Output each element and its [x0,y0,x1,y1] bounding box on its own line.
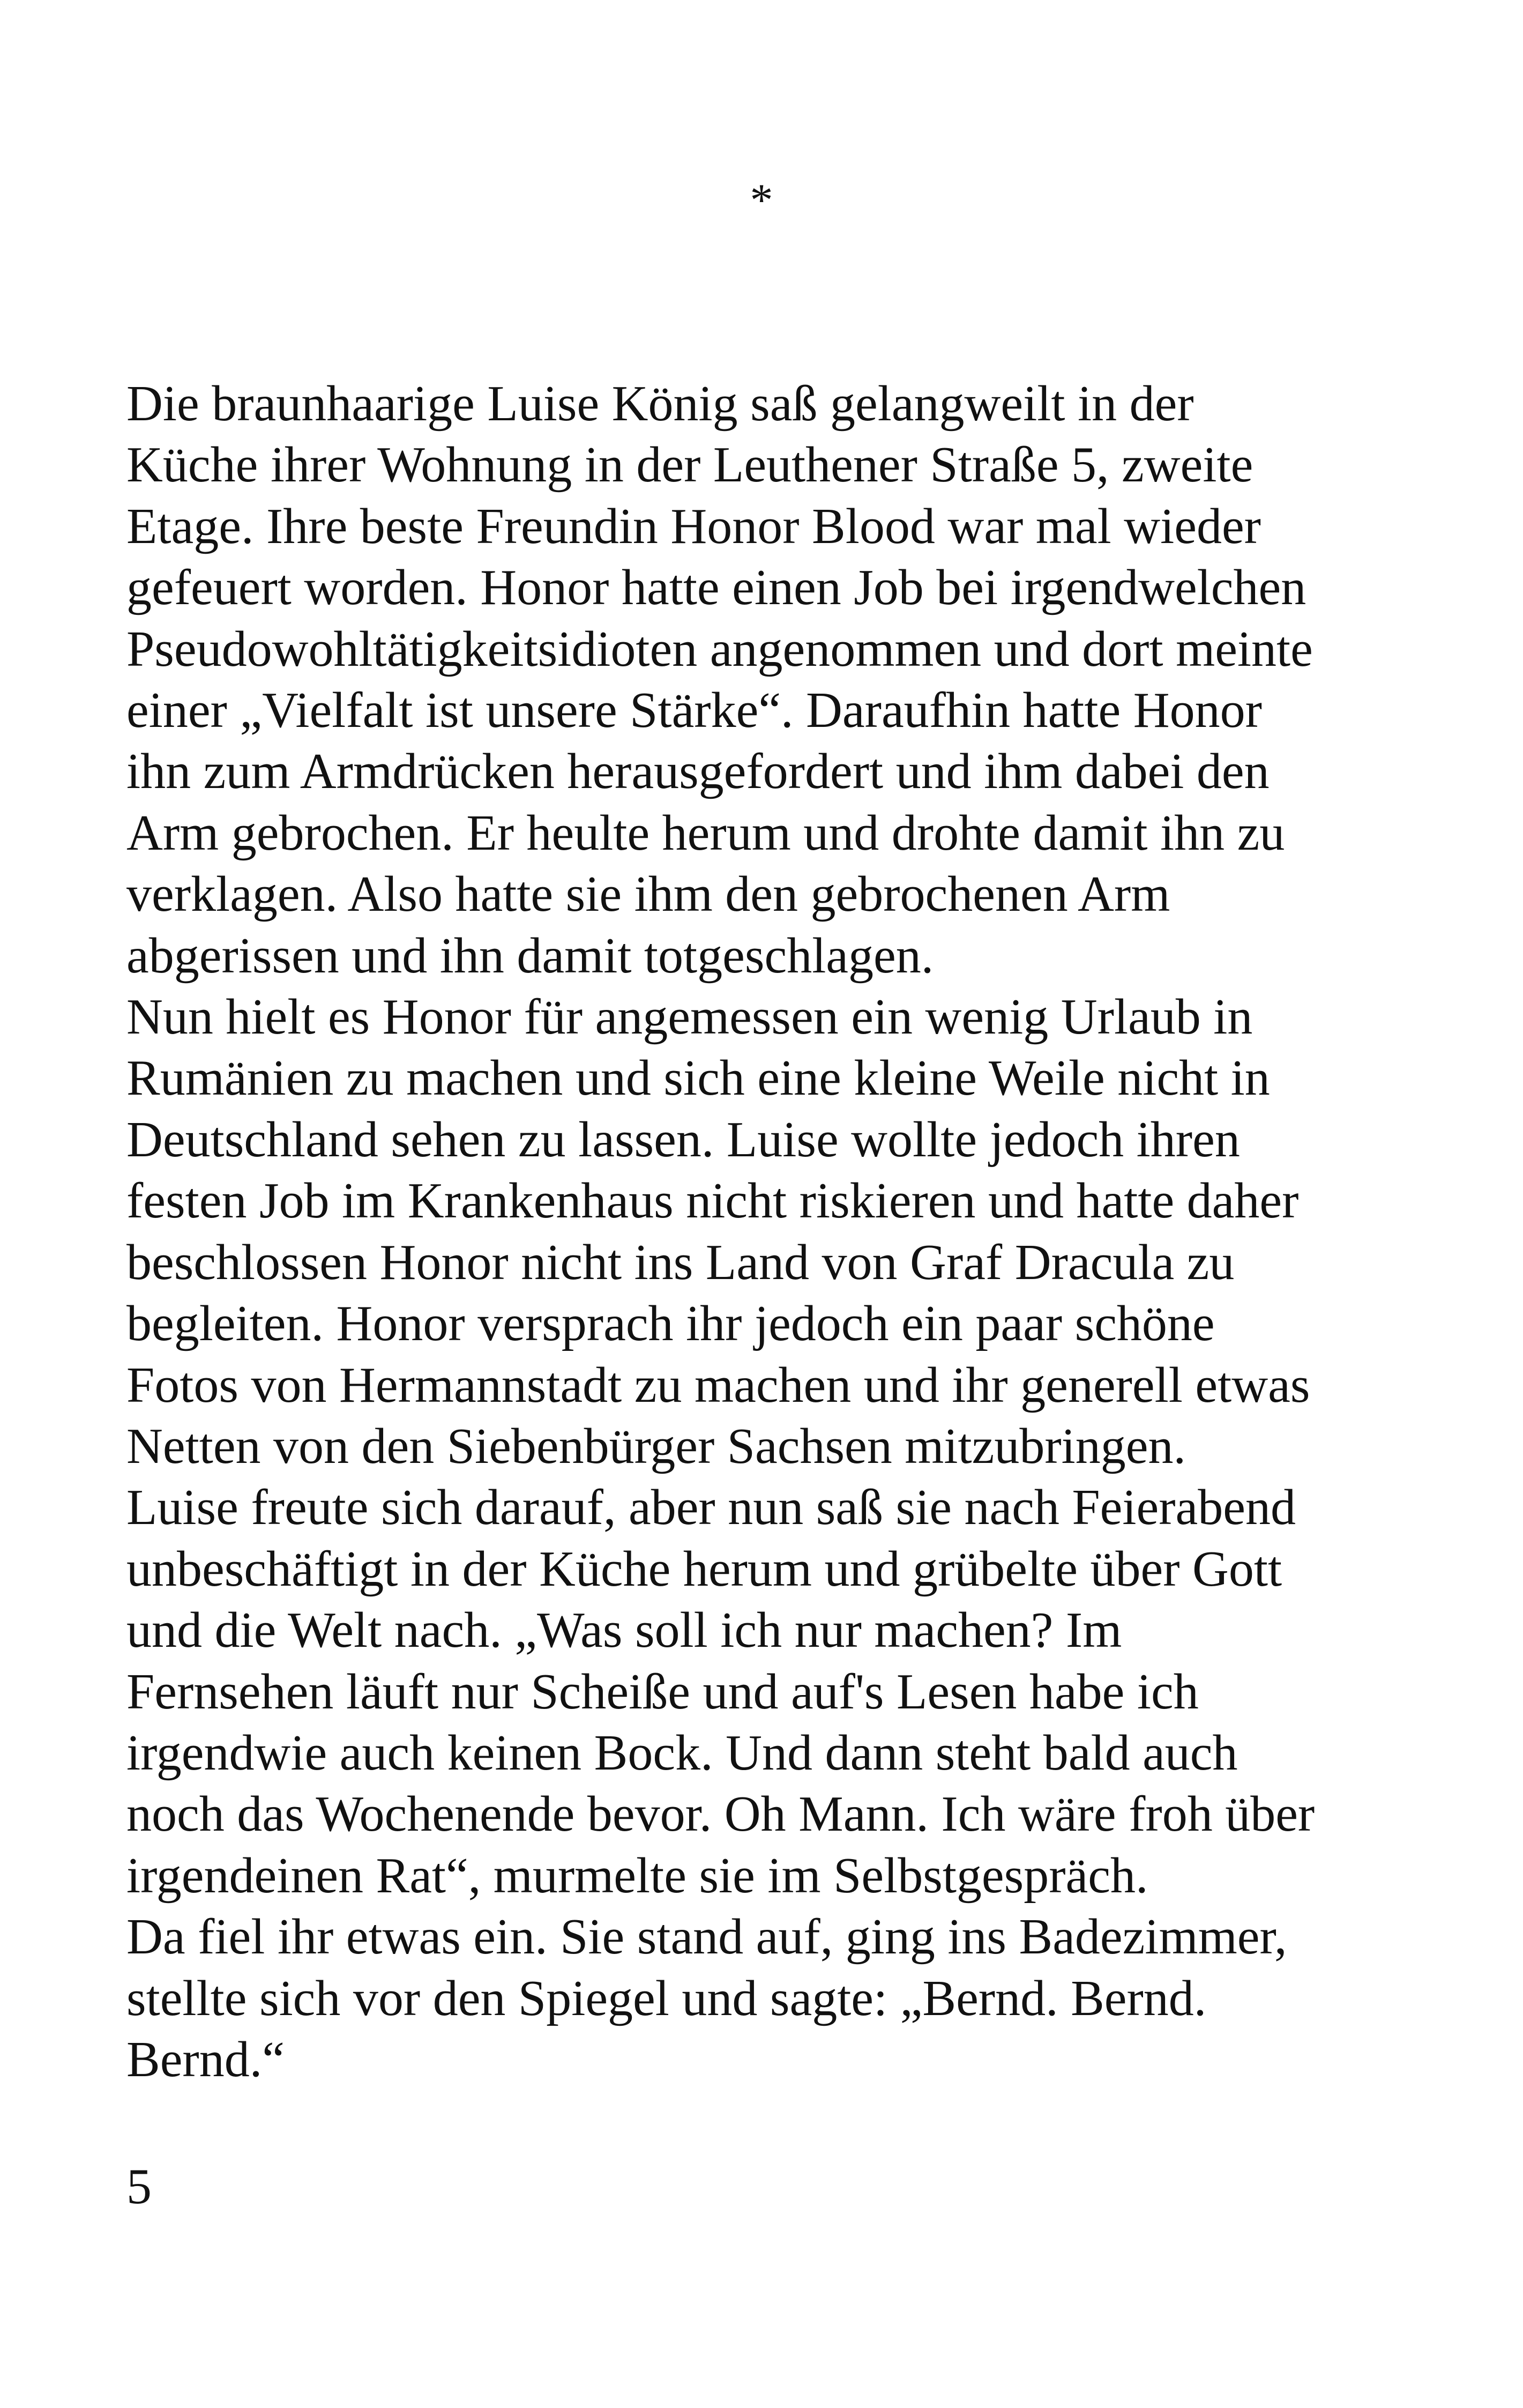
text-line: abgerissen und ihn damit totgeschlagen. [126,927,934,984]
text-line: ihn zum Armdrücken herausgefordert und ihm dabei den [126,744,1270,800]
text-line: Fernsehen läuft nur Scheiße und auf's Lesen habe ich [126,1663,1199,1720]
text-line: unbeschäftigt in der Küche herum und grübelte über Gott [126,1541,1282,1597]
text-line: Rumänien zu machen und sich eine kleine Weile nicht in [126,1050,1270,1106]
text-line: verklagen. Also hatte sie ihm den gebrochenen Arm [126,866,1170,923]
text-line: Da fiel ihr etwas ein. Sie stand auf, ging ins Badezimmer, [126,1909,1287,1965]
text-line: beschlossen Honor nicht ins Land von Graf Dracula zu [126,1234,1235,1290]
text-line: festen Job im Krankenhaus nicht riskieren und hatte daher [126,1173,1299,1229]
text-line: Fotos von Hermannstadt zu machen und ihr generell etwas [126,1357,1310,1413]
text-line: Die braunhaarige Luise König saß gelangweilt in der [126,376,1194,432]
text-line: stellte sich vor den Spiegel und sagte: „Bernd. Bernd. [126,1970,1207,2026]
text-line: Küche ihrer Wohnung in der Leuthener Straße 5, zweite [126,437,1253,493]
text-line: Deutschland sehen zu lassen. Luise wollte jedoch ihren [126,1111,1240,1168]
text-line: Netten von den Siebenbürger Sachsen mitzubringen. [126,1418,1186,1474]
text-line: irgendeinen Rat“, murmelte sie im Selbstgespräch. [126,1847,1148,1904]
text-line: Nun hielt es Honor für angemessen ein wenig Urlaub in [126,989,1253,1045]
text-line: Pseudowohltätigkeitsidioten angenommen und dort meinte [126,621,1313,677]
text-line: begleiten. Honor versprach ihr jedoch ein paar schöne [126,1296,1215,1352]
text-line: noch das Wochenende bevor. Oh Mann. Ich wäre froh über [126,1786,1315,1842]
text-line: Arm gebrochen. Er heulte herum und drohte damit ihn zu [126,805,1285,861]
body-text [126,373,1413,2090]
text-line: irgendwie auch keinen Bock. Und dann steht bald auch [126,1725,1238,1781]
section-separator: * [750,174,773,226]
text-line: Luise freute sich darauf, aber nun saß sie nach Feierabend [126,1480,1296,1536]
text-line: einer „Vielfalt ist unsere Stärke“. Daraufhin hatte Honor [126,682,1262,739]
text-line: und die Welt nach. „Was soll ich nur machen? Im [126,1602,1122,1659]
text-line: gefeuert worden. Honor hatte einen Job bei irgendwelchen [126,560,1307,616]
page-number: 5 [126,2159,152,2214]
text-line: Bernd.“ [126,2031,285,2087]
text-line: Etage. Ihre beste Freundin Honor Blood war mal wieder [126,498,1261,554]
